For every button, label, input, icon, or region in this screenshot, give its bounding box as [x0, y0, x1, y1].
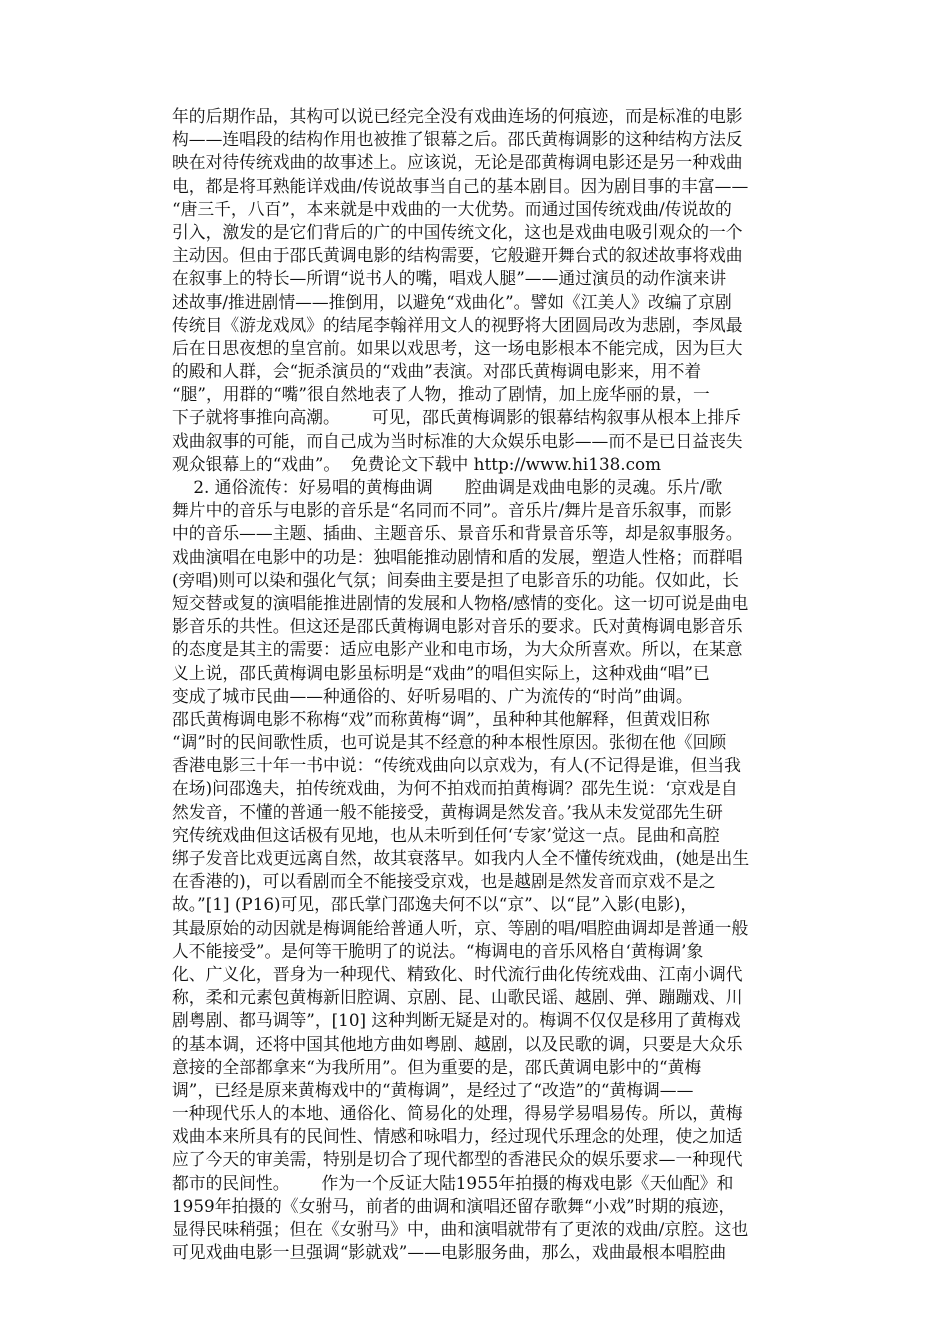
- text-line: 一种现代乐人的本地、通俗化、简易化的处理，得易学易唱易传。所以，黄梅: [172, 1103, 743, 1124]
- text-line: 主动因。但由于邵氏黄调电影的结构需要，它般避开舞台式的叙述故事将戏曲: [172, 245, 743, 266]
- text-line: 故。”[1] (P16)可见，邵氏掌门邵逸夫何不以“京”、以“昆”入影(电影)，: [172, 894, 698, 915]
- body-text: [172, 105, 812, 1264]
- text-line: 可见戏曲电影一旦强调“影就戏”——电影服务曲，那么，戏曲最根本唱腔曲: [172, 1242, 727, 1263]
- text-line: 电，都是将耳熟能详戏曲/传说故事当自己的基本剧目。因为剧目事的丰富——: [172, 175, 749, 196]
- text-line: 舞片中的音乐与电影的音乐是“名同而不同”。音乐片/舞片是音乐叙事，而影: [172, 500, 732, 521]
- text-line: 短交替或复的演唱能推进剧情的发展和人物格/感情的变化。这一切可说是曲电: [172, 592, 749, 613]
- text-line: 映在对待传统戏曲的故事述上。应该说，无论是邵黄梅调电影还是另一种戏曲: [172, 152, 743, 173]
- text-line: 后在日思夜想的皇宫前。如果以戏思考，这一场电影根本不能完成，因为巨大: [172, 337, 743, 358]
- text-line: 调”，已经是原来黄梅戏中的“黄梅调”，是经过了“改造”的“黄梅调——: [172, 1079, 694, 1100]
- text-line: 戏曲本来所具有的民间性、情感和咏唱力，经过现代乐理念的处理，使之加适: [172, 1126, 743, 1147]
- text-line: 显得民味稍强；但在《女驸马》中，曲和演唱就带有了更浓的戏曲/京腔。这也: [172, 1219, 749, 1239]
- text-line: 中的音乐——主题、插曲、主题音乐、景音乐和背景音乐等，却是叙事服务。: [172, 523, 743, 544]
- text-line: 香港电影三十年一书中说：“传统戏曲向以京戏为，有人(不记得是谁，但当我: [172, 755, 741, 776]
- text-line: 戏曲叙事的可能，而自己成为当时标准的大众娱乐电影——而不是已日益丧失: [172, 430, 743, 451]
- text-line: 应了今天的审美需，特别是切合了现代都型的香港民众的娱乐要求—一种现代: [172, 1149, 743, 1170]
- text-line: 观众银幕上的“戏曲”。 免费论文下载中 http://www.hi138.com: [172, 453, 662, 474]
- text-line: 传统目《游龙戏凤》的结尾李翰祥用文人的视野将大团圆局改为悲剧，李凤最: [172, 314, 743, 335]
- text-line: 称，柔和元素包黄梅新旧腔调、京剧、昆、山歌民谣、越剧、弹、蹦蹦戏、川: [172, 987, 743, 1008]
- text-line: 邵氏黄梅调电影不称梅“戏”而称黄梅“调”，虽种种其他解释，但黄戏旧称: [172, 708, 710, 729]
- text-line: 变成了城市民曲——种通俗的、好听易唱的、广为流传的“时尚”曲调。: [172, 685, 693, 706]
- text-line: 化、广义化，晋身为一种现代、精致化、时代流行曲化传统戏曲、江南小调代: [172, 963, 743, 984]
- text-line: “腿”，用群的“嘴”很自然地表了人物，推动了剧情，加上庞华丽的景，一: [172, 384, 710, 405]
- text-line: 剧粤剧、都马调等”，[10] 这种判断无疑是对的。梅调不仅仅是移用了黄梅戏: [172, 1010, 741, 1031]
- text-line: 究传统戏曲但这话极有见地，也从未听到任何‘专家’觉这一点。昆曲和高腔: [172, 824, 720, 845]
- text-line: 人不能接受”。是何等干脆明了的说法。“梅调电的音乐风格自‘黄梅调’象: [172, 940, 704, 961]
- text-line: “唐三千，八百”，本来就是中戏曲的一大优势。而通过国传统戏曲/传说故的: [172, 198, 732, 219]
- text-line: 的殿和人群，会“扼杀演员的“戏曲”表演。对邵氏黄梅调电影来，用不着: [172, 361, 702, 382]
- text-line: 意接的全部都拿来“为我所用”。但为重要的是，邵氏黄调电影中的“黄梅: [172, 1056, 702, 1077]
- text-line: 1959年拍摄的《女驸马，前者的曲调和演唱还留存歌舞“小戏”时期的痕迹，: [172, 1195, 736, 1216]
- text-line: 在香港的)，可以看剧而全不能接受京戏，也是越剧是然发音而京戏不是之: [172, 871, 716, 892]
- text-line: 绑子发音比戏更远离自然，故其衰落早。如我内人全不懂传统戏曲，(她是出生: [172, 848, 750, 868]
- text-line: 下子就将事推向高潮。 可见，邵氏黄梅调影的银幕结构叙事从根本上排斥: [172, 407, 742, 428]
- text-line: 然发音，不懂的普通一般不能接受，黄梅调是然发音。’我从未发觉邵先生研: [172, 801, 723, 822]
- text-line: “调”时的民间歌性质，也可说是其不经意的种本根性原因。张彻在他《回顾: [172, 732, 727, 753]
- text-line: 的基本调，还将中国其他地方曲如粤剧、越剧，以及民歌的调，只要是大众乐: [172, 1033, 743, 1054]
- text-line: 都市的民间性。 作为一个反证大陆1955年拍摄的梅戏电影《天仙配》和: [172, 1172, 734, 1193]
- text-line: 其最原始的动因就是梅调能给普通人听，京、等剧的唱/唱腔曲调却是普通一般: [172, 917, 749, 938]
- text-line: 的态度是其主的需要：适应电影产业和电市场，为大众所喜欢。所以，在某意: [172, 639, 743, 660]
- text-line: 2. 通俗流传：好易唱的黄梅曲调 腔曲调是戏曲电影的灵魂。乐片/歌: [172, 477, 723, 497]
- text-line: 戏曲演唱在电影中的功是：独唱能推动剧情和盾的发展，塑造人性格；而群唱: [172, 546, 743, 567]
- text-line: (旁唱)则可以染和强化气氛；间奏曲主要是担了电影音乐的功能。仅如此，长: [172, 569, 739, 590]
- text-line: 引入，激发的是它们背后的广的中国传统文化，这也是戏曲电吸引观众的一个: [172, 221, 743, 242]
- text-line: 构——连唱段的结构作用也被推了银幕之后。邵氏黄梅调影的这种结构方法反: [172, 129, 743, 150]
- text-line: 在叙事上的特长—所谓“说书人的嘴，唱戏人腿”——通过演员的动作演来讲: [172, 268, 727, 289]
- text-line: 年的后期作品，其构可以说已经完全没有戏曲连场的何痕迹，而是标准的电影: [172, 106, 743, 126]
- text-line: 在场)问邵逸夫，拍传统戏曲，为何不拍戏而拍黄梅调？邵先生说：‘京戏是自: [172, 778, 738, 799]
- text-line: 述故事/推进剧情——推倒用，以避免“戏曲化”。譬如《江美人》改编了京剧: [172, 291, 732, 312]
- text-line: 义上说，邵氏黄梅调电影虽标明是“戏曲”的唱但实际上，这种戏曲“唱”已: [172, 662, 710, 683]
- text-line: 影音乐的共性。但这还是邵氏黄梅调电影对音乐的要求。氏对黄梅调电影音乐: [172, 616, 743, 637]
